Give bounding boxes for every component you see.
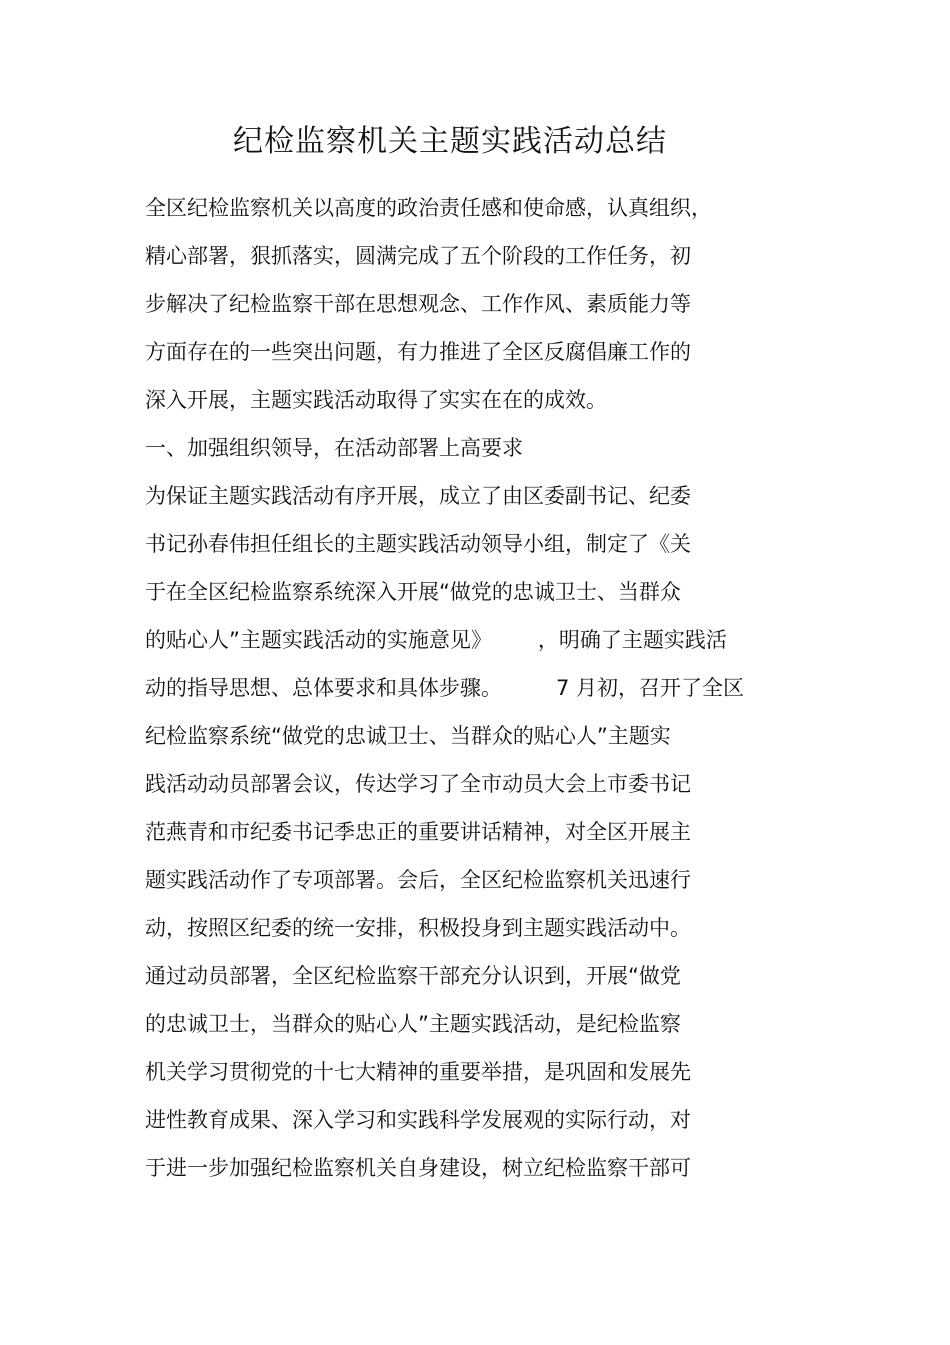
text-line-21: 于进一步加强纪检监察机关自身建设，树立纪检监察干部可 [145,1156,691,1180]
text-line-15: 题实践活动作了专项部署。会后，全区纪检监察机关迅速行 [145,868,691,892]
text-line-11-part-1: 动的指导思想、总体要求和具体步骤。 [145,676,502,700]
text-line-9: 于在全区纪检监察系统深入开展“做党的忠诚卫士、当群众 [145,580,681,604]
text-line-3: 步解决了纪检监察干部在思想观念、工作作风、素质能力等 [145,292,691,316]
text-line-2: 精心部署，狠抓落实，圆满完成了五个阶段的工作任务，初 [145,244,691,268]
document-title: 纪检监察机关主题实践活动总结 [233,124,667,159]
text-line-11-part-2: 7 月初，召开了全区 [556,676,745,700]
text-line-16: 动，按照区纪委的统一安排，积极投身到主题实践活动中。 [145,916,691,940]
text-line-5: 深入开展，主题实践活动取得了实实在在的成效。 [145,388,607,412]
text-line-19: 机关学习贯彻党的十七大精神的重要举措，是巩固和发展先 [145,1060,691,1084]
text-line-10-part-1: 的贴心人”主题实践活动的实施意见》 [145,628,492,652]
text-line-14: 范燕青和市纪委书记季忠正的重要讲话精神，对全区开展主 [145,820,691,844]
text-line-8: 书记孙春伟担任组长的主题实践活动领导小组，制定了《关 [145,532,691,556]
text-line-20: 进性教育成果、深入学习和实践科学发展观的实际行动，对 [145,1108,691,1132]
text-line-18: 的忠诚卫士，当群众的贴心人”主题实践活动，是纪检监察 [145,1012,681,1036]
text-line-11 [145,664,805,712]
text-line-13: 践活动动员部署会议，传达学习了全市动员大会上市委书记 [145,772,691,796]
document-body [145,184,805,1192]
text-line-10-part-2: ，明确了主题实践活 [537,628,727,652]
text-line-12: 纪检监察系统“做党的忠诚卫士、当群众的贴心人”主题实 [145,724,671,748]
text-line-7: 为保证主题实践活动有序开展，成立了由区委副书记、纪委 [145,484,691,508]
text-line-4: 方面存在的一些突出问题，有力推进了全区反腐倡廉工作的 [145,340,691,364]
text-line-1: 全区纪检监察机关以高度的政治责任感和使命感，认真组织， [145,196,712,220]
text-line-10 [145,616,805,664]
section-heading-1: 一、加强组织领导，在活动部署上高要求 [145,436,523,460]
text-line-17: 通过动员部署，全区纪检监察干部充分认识到，开展“做党 [145,964,681,988]
